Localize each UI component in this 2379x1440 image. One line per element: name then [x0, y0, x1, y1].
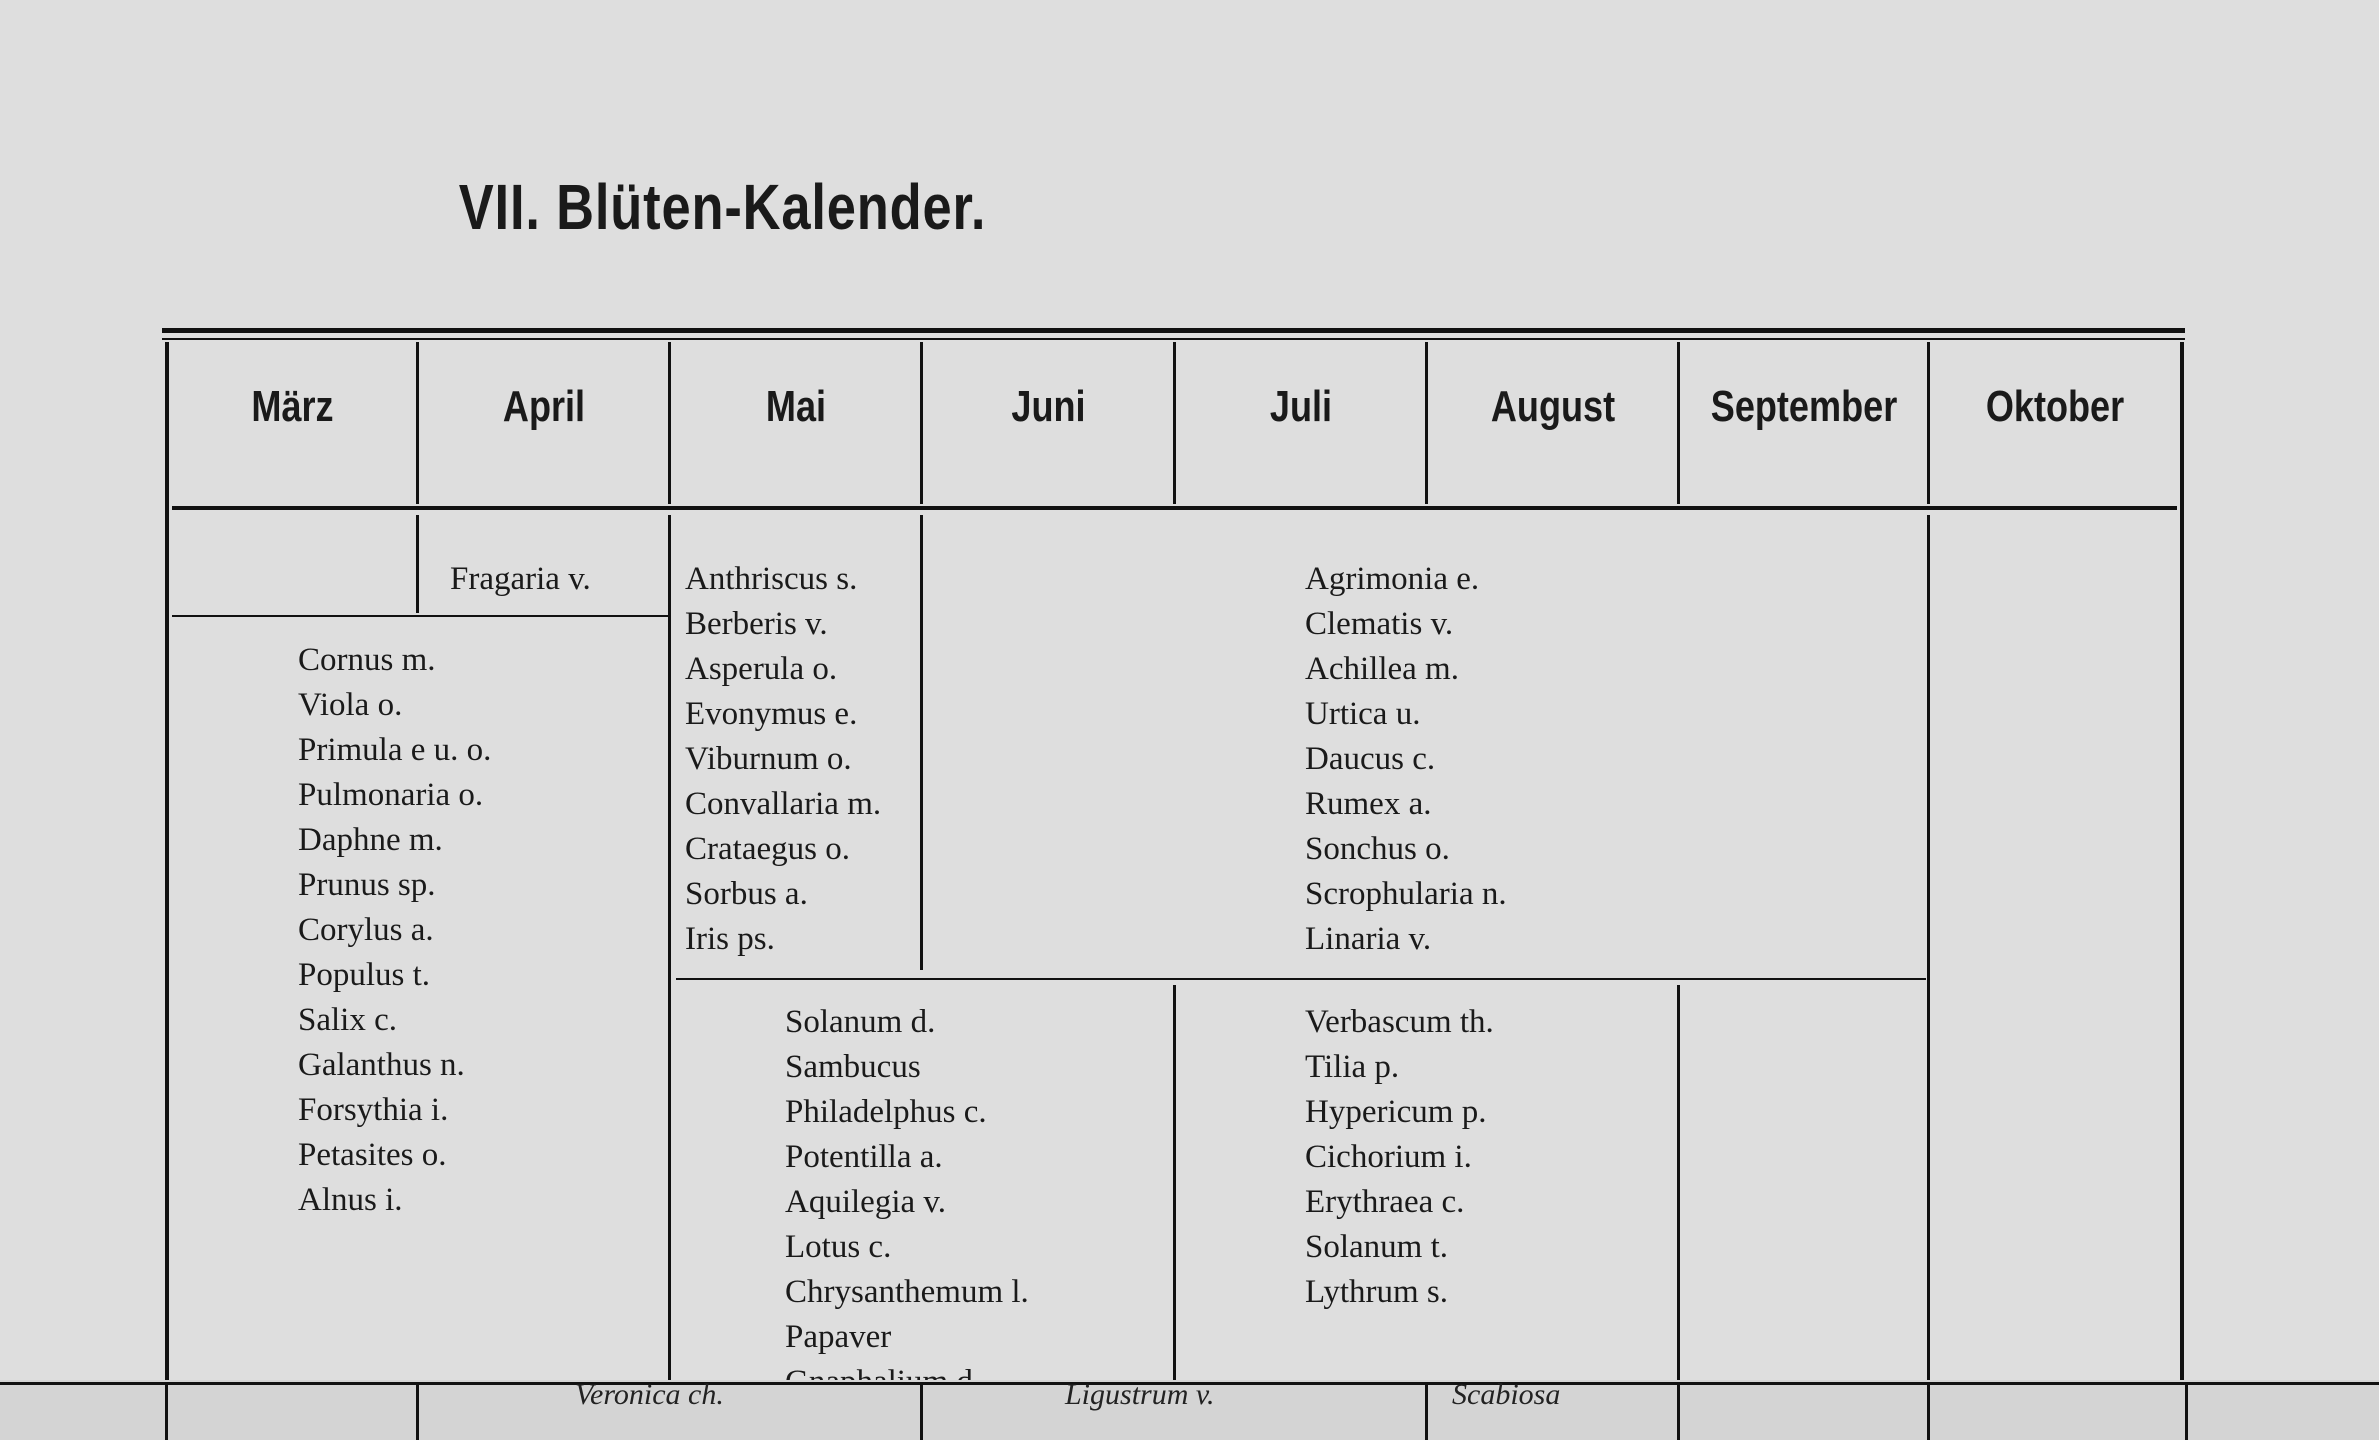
list-item: Corylus a.: [298, 912, 434, 948]
list-item: Daphne m.: [298, 822, 443, 858]
fold-divider: [2185, 1385, 2188, 1440]
list-item: Sorbus a.: [685, 876, 808, 912]
list-item: Chrysanthemum l.: [785, 1274, 1029, 1310]
list-item: Galanthus n.: [298, 1047, 465, 1083]
header-divider: [1677, 342, 1680, 504]
list-item: Rumex a.: [1305, 786, 1432, 822]
list-item: Berberis v.: [685, 606, 828, 642]
list-item: Clematis v.: [1305, 606, 1454, 642]
list-item: Potentilla a.: [785, 1139, 943, 1175]
list-item: Primula e u. o.: [298, 732, 492, 768]
list-item: Forsythia i.: [298, 1092, 449, 1128]
list-item: Populus t.: [298, 957, 431, 993]
list-item: Linaria v.: [1305, 921, 1432, 957]
fold-divider: [416, 1385, 419, 1440]
list-item: Crataegus o.: [685, 831, 850, 867]
month-header-maerz: März: [251, 382, 334, 431]
list-item: Pulmonaria o.: [298, 777, 484, 813]
table-top-rule: [162, 328, 2185, 333]
month-header-juni: Juni: [1011, 382, 1086, 431]
list-item: Prunus sp.: [298, 867, 436, 903]
mai-juni-bottom-list: [785, 1000, 1029, 1405]
list-item: Hypericum p.: [1305, 1094, 1487, 1130]
fold-divider: [165, 1385, 168, 1440]
body-divider-maerz-april-top: [416, 515, 419, 613]
fold-divider: [920, 1385, 923, 1440]
month-header-august: August: [1490, 382, 1616, 431]
mai-list: [685, 557, 881, 962]
header-divider: [920, 342, 923, 504]
outer-right-border: [2180, 342, 2184, 1382]
table-top-rule-thin: [162, 338, 2185, 340]
list-item: Lotus c.: [785, 1229, 892, 1265]
header-divider: [1425, 342, 1428, 504]
juli-august-top-list: [1305, 557, 1507, 962]
list-item: Aquilegia v.: [785, 1184, 946, 1220]
list-item: Lythrum s.: [1305, 1274, 1449, 1310]
list-item: Scrophularia n.: [1305, 876, 1507, 912]
body-rule-under-fragaria: [172, 615, 668, 617]
cutoff-entry: Scabiosa: [1452, 1378, 1561, 1411]
list-item: Tilia p.: [1305, 1049, 1400, 1085]
page-title: VII. Blüten-Kalender.: [458, 171, 987, 243]
list-item: Viola o.: [298, 687, 403, 723]
cutoff-entry: Veronica ch.: [575, 1378, 724, 1411]
header-divider: [668, 342, 671, 504]
list-item: Agrimonia e.: [1305, 561, 1480, 597]
month-header-juli: Juli: [1269, 382, 1333, 431]
header-divider: [1173, 342, 1176, 504]
body-divider-mai-juni-top: [920, 515, 923, 970]
fold-divider: [1677, 1385, 1680, 1440]
list-item: Iris ps.: [685, 921, 775, 957]
list-item: Sambucus: [785, 1049, 921, 1085]
list-item: Erythraea c.: [1305, 1184, 1465, 1220]
month-header-oktober: Oktober: [1985, 382, 2125, 431]
fold-divider: [1425, 1385, 1428, 1440]
april-top-entry: Fragaria v.: [450, 561, 591, 597]
header-bottom-rule: [172, 506, 2177, 510]
month-header-mai: Mai: [765, 382, 827, 431]
list-item: Philadelphus c.: [785, 1094, 987, 1130]
list-item: Sonchus o.: [1305, 831, 1450, 867]
list-item: Viburnum o.: [685, 741, 852, 777]
body-divider-april-mai: [668, 515, 671, 1380]
list-item: Solanum d.: [785, 1004, 936, 1040]
maerz-april-list: [298, 638, 491, 1223]
header-divider: [1927, 342, 1930, 504]
body-rule-mid: [676, 978, 1926, 980]
body-divider-juni-juli-bottom: [1173, 985, 1176, 1380]
list-item: Petasites o.: [298, 1137, 447, 1173]
juli-august-bottom-list: [1305, 1000, 1494, 1315]
list-item: Convallaria m.: [685, 786, 882, 822]
body-divider-august-september-bottom: [1677, 985, 1680, 1380]
cutoff-entry: Ligustrum v.: [1065, 1378, 1215, 1411]
list-item: Papaver: [785, 1319, 892, 1355]
list-item: Cichorium i.: [1305, 1139, 1472, 1175]
outer-left-border: [165, 342, 169, 1382]
month-header-september: September: [1710, 382, 1898, 431]
month-header-april: April: [502, 382, 586, 431]
header-divider: [416, 342, 419, 504]
list-item: Urtica u.: [1305, 696, 1421, 732]
list-item: Salix c.: [298, 1002, 397, 1038]
fold-divider: [1927, 1385, 1930, 1440]
list-item: Cornus m.: [298, 642, 436, 678]
list-item: Verbascum th.: [1305, 1004, 1494, 1040]
list-item: Asperula o.: [685, 651, 838, 687]
list-item: Anthriscus s.: [685, 561, 858, 597]
body-divider-september-oktober: [1927, 515, 1930, 1380]
list-item: Alnus i.: [298, 1182, 403, 1218]
list-item: Solanum t.: [1305, 1229, 1449, 1265]
list-item: Achillea m.: [1305, 651, 1459, 687]
list-item: Daucus c.: [1305, 741, 1436, 777]
list-item: Evonymus e.: [685, 696, 858, 732]
